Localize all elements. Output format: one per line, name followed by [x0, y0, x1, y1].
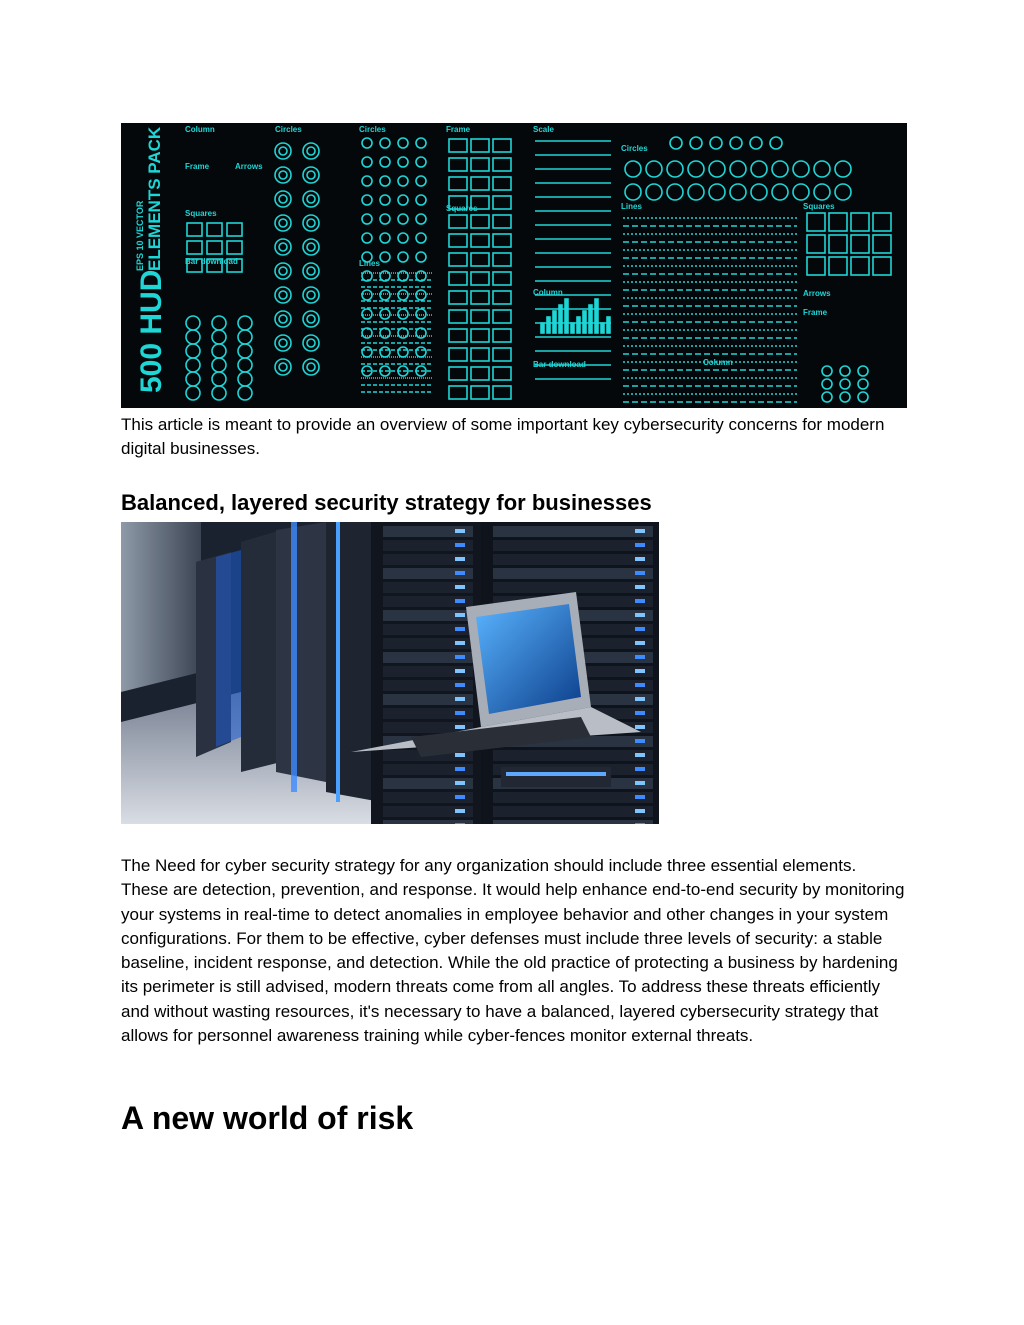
server-room-image: [121, 522, 659, 824]
hud-label: Frame: [185, 162, 210, 171]
hud-label: Frame: [446, 125, 471, 134]
rack-unit: [493, 792, 653, 803]
rack-led: [455, 613, 465, 617]
hud-label: Squares: [803, 202, 835, 211]
server-rack-illustration: [121, 522, 659, 824]
rack-led: [635, 557, 645, 561]
rack-led: [455, 627, 465, 631]
rack-led: [635, 809, 645, 813]
hud-label: Lines: [359, 259, 380, 268]
hud-shape: [589, 305, 592, 333]
hud-label: Circles: [275, 125, 302, 134]
rack-led: [455, 641, 465, 645]
rack-unit: [493, 554, 653, 565]
hud-label: Scale: [533, 125, 554, 134]
hud-label: Squares: [446, 204, 478, 213]
hud-shape: [553, 311, 556, 333]
hud-label: Lines: [621, 202, 642, 211]
rack-led: [455, 781, 465, 785]
rack-unit: [493, 568, 653, 579]
rack-led: [455, 795, 465, 799]
rack-unit: [493, 526, 653, 537]
main-heading: A new world of risk: [121, 1100, 414, 1136]
hud-shape: [559, 305, 562, 333]
rack-led: [635, 599, 645, 603]
rack-led: [635, 655, 645, 659]
rack-led: [635, 613, 645, 617]
rack-led: [455, 669, 465, 673]
intro-paragraph: This article is meant to provide an overview of some important key cybersecurity concerns for modern digital businesses.: [121, 415, 885, 458]
rack-led: [455, 767, 465, 771]
hud-shape: [577, 317, 580, 333]
rack-unit: [493, 582, 653, 593]
rack-led: [635, 795, 645, 799]
hud-title-500: 500 HUD: [135, 269, 168, 393]
rack-led: [635, 767, 645, 771]
rack-led: [455, 557, 465, 561]
rack-led: [635, 627, 645, 631]
rack-led: [635, 823, 645, 824]
hud-label: Column: [185, 125, 215, 134]
hud-label: Column: [703, 358, 733, 367]
hud-label: Frame: [803, 308, 828, 317]
rack-led: [635, 529, 645, 533]
hud-label: Circles: [621, 144, 648, 153]
hud-subtitle: EPS 10 VECTOR: [135, 200, 145, 271]
rack-led: [635, 753, 645, 757]
hud-shape: [571, 323, 574, 333]
hud-label: Arrows: [803, 289, 831, 298]
rack-led: [635, 739, 645, 743]
body-paragraph: The Need for cyber security strategy for any organization should include three essential elements. These are detection, prevention, and response. It would help enhance end-to-end security by monitoring your systems in real-time to detect anomalies in employee behavior and other changes in your system configurations. For them to be effective, cyber defenses must include three levels of security: a stable baseline, incident response, and detection. While the old practice of protecting a business by hardening its perimeter is still advised, modern threats come from all angles. To address these threats efficiently and without wasting resources, it's necessary to have a balanced, layered cybersecurity strategy that allows for personnel awareness training while cyber-fences monitor external threats.: [121, 856, 905, 1046]
rack-led: [455, 599, 465, 603]
hud-label: Squares: [185, 209, 217, 218]
rack-led: [635, 711, 645, 715]
rack-led: [455, 809, 465, 813]
rack-led: [455, 543, 465, 547]
rack-led: [455, 725, 465, 729]
rack-led: [635, 571, 645, 575]
rack-led: [455, 529, 465, 533]
hud-elements-banner-image: [121, 123, 907, 408]
hud-label: Circles: [359, 125, 386, 134]
rack-unit: [493, 806, 653, 817]
hud-shape: [595, 299, 598, 333]
rack-led: [455, 683, 465, 687]
rack-led: [455, 823, 465, 824]
hud-shape: [583, 311, 586, 333]
hud-title-elements-pack: ELEMENTS PACK: [145, 126, 164, 271]
hud-shape: [541, 323, 544, 333]
hud-elements-illustration: [121, 123, 907, 408]
hud-label: Bar download: [185, 257, 238, 266]
hud-label: Column: [533, 288, 563, 297]
rack-led: [635, 697, 645, 701]
rack-led: [455, 711, 465, 715]
rack-led: [635, 683, 645, 687]
rack-led: [455, 571, 465, 575]
hud-shape: [565, 299, 568, 333]
rack-led: [635, 543, 645, 547]
rack-led: [635, 585, 645, 589]
hud-label: Arrows: [235, 162, 263, 171]
rack-led: [455, 753, 465, 757]
section-heading: Balanced, layered security strategy for businesses: [121, 490, 652, 515]
hud-label: Bar download: [533, 360, 586, 369]
rack-unit: [493, 540, 653, 551]
rack-led: [455, 585, 465, 589]
rack-unit: [493, 750, 653, 761]
rack-led: [455, 697, 465, 701]
rack-led: [635, 725, 645, 729]
rack-unit: [493, 820, 653, 824]
hud-shape: [547, 317, 550, 333]
hud-shape: [601, 323, 604, 333]
rack-led: [635, 781, 645, 785]
rack-led: [635, 641, 645, 645]
hud-shape: [607, 317, 610, 333]
rack-led: [635, 669, 645, 673]
rack-led: [455, 655, 465, 659]
